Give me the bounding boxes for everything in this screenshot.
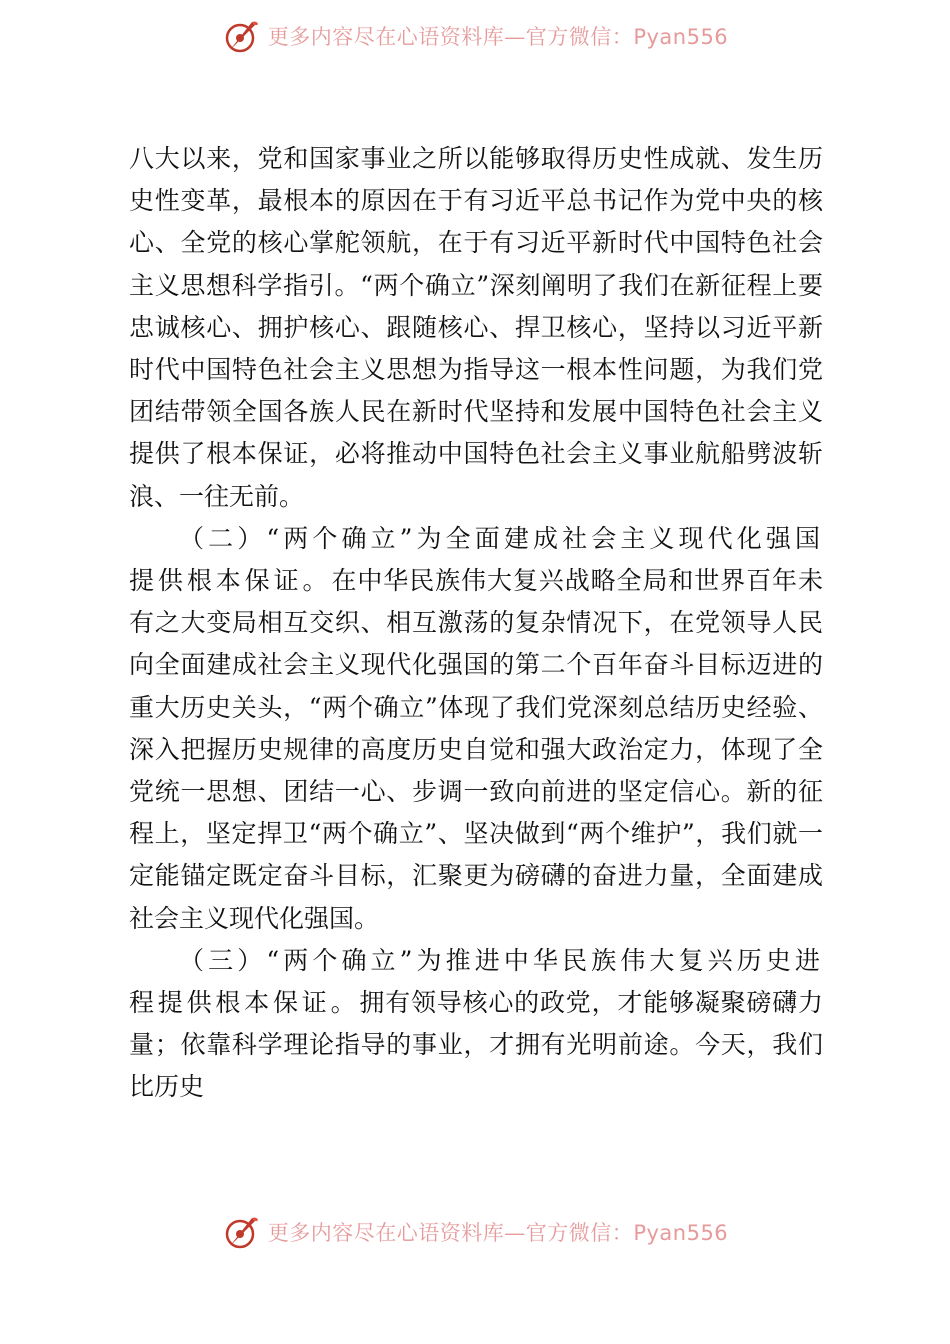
watermark-text (268, 21, 728, 51)
paragraph-2 (129, 518, 823, 940)
watermark-text (268, 1217, 728, 1247)
watermark-wechat-id: Pyan556 (633, 1221, 729, 1245)
section-heading-3: （三）“两个确立”为推进中华民族伟大复兴历史进程提供根本保证。 (129, 945, 823, 1018)
section-heading-2: （二）“两个确立”为全面建成社会主义现代化强国提供根本保证。 (129, 523, 823, 596)
watermark-banner-bottom (0, 1210, 950, 1254)
paragraph-1-text: 八大以来，党和国家事业之所以能够取得历史性成就、发生历史性变革，最根本的原因在于有习近平总书记作为党中央的核心、全党的核心掌舵领航，在于有习近平新时代中国特色社会主义思想科学指引。“两个确立”深刻阐明了我们在新征程上要忠诚核心、拥护核心、跟随核心、捍卫核心，坚持以习近平新时代中国特色社会主义思想为指导这一根本性问题，为我们党团结带领全国各族人民在新时代坚持和发展中国特色社会主义提供了根本保证，必将推动中国特色社会主义事业航船劈波斩浪、一往无前。 (129, 144, 823, 511)
quill-pen-circle-icon (222, 16, 262, 56)
watermark-prefix: 更多内容尽在心语资料库—官方微信： (267, 25, 634, 49)
paragraph-2-text: 在中华民族伟大复兴战略全局和世界百年未有之大变局相互交织、相互激荡的复杂情况下，在党领导人民向全面建成社会主义现代化强国的第二个百年奋斗目标迈进的重大历史关头，“两个确立”体现了我们党深刻总结历史经验、深入把握历史规律的高度历史自觉和强大政治定力，体现了全党统一思想、团结一心、步调一致向前进的坚定信心。新的征程上，坚定捍卫“两个确立”、坚决做到“两个维护”，我们就一定能锚定既定奋斗目标，汇聚更为磅礴的奋进力量，全面建成社会主义现代化强国。 (129, 566, 823, 933)
watermark-banner-top (0, 14, 950, 58)
document-body (129, 138, 823, 1109)
paragraph-3-text: 拥有领导核心的政党，才能够凝聚磅礴力量；依靠科学理论指导的事业，才拥有光明前途。今天，我们比历史 (129, 988, 823, 1102)
paragraph-3 (129, 940, 823, 1109)
paragraph-1 (129, 138, 823, 518)
watermark-wechat-id: Pyan556 (633, 25, 729, 49)
quill-pen-circle-icon (222, 1212, 262, 1252)
watermark-prefix: 更多内容尽在心语资料库—官方微信： (267, 1221, 634, 1245)
